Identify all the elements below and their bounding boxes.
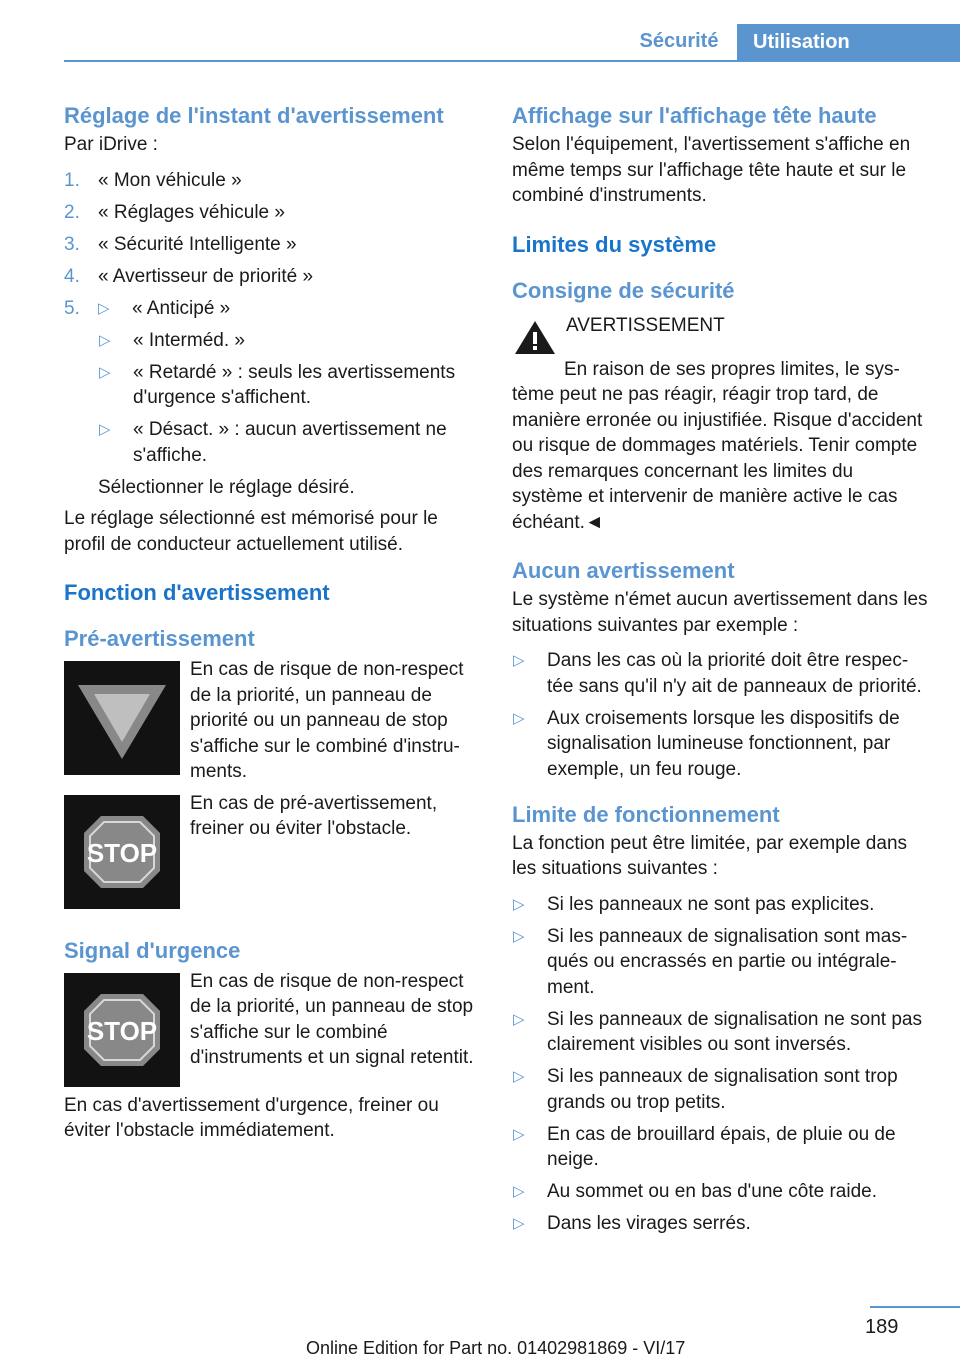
tab-securite[interactable]: Sécurité [639, 30, 719, 52]
list-item: ▷ Au sommet ou en bas d'une côte raide. [512, 1179, 928, 1205]
section-title-fonction: Fonction d'avertissement [64, 580, 330, 605]
list-item: ▷ Aux croisements lorsque les dispositifs de signalisation lumineuse fonctionnent, par exemple, un feu rouge. [512, 706, 928, 783]
warning-block [512, 313, 928, 357]
reglage-saved: Le réglage sélectionné est mémorisé pour le profil de conducteur actuellement utilisé. [64, 508, 438, 555]
section-title-aucun: Aucun avertissement [512, 558, 735, 583]
bullet-icon: ▷ [513, 1068, 525, 1085]
list-item: 1. « Mon véhicule » [64, 169, 242, 191]
bullet-icon: ▷ [513, 709, 525, 727]
list-item: ▷ Dans les cas où la priorité doit être respectée sans qu'il n'y ait de panneaux de priorité. [512, 648, 928, 699]
reglage-intro: Par iDrive : [64, 134, 158, 155]
bullet-icon: ▷ [513, 652, 525, 669]
warning-title: AVERTISSEMENT [566, 314, 725, 336]
stop-sign-label: STOP [86, 1015, 158, 1046]
list-item: ▷ En cas de brouillard épais, de pluie ou de neige. [512, 1122, 928, 1173]
pre-text-1: En cas de risque de non-respect de la priorité, un panneau de priorité ou un panneau de stop s'affiche sur le combiné d'instruments. [190, 659, 464, 782]
header-rule [64, 60, 960, 62]
right-column [512, 100, 928, 1243]
pre-stop-block [64, 792, 480, 909]
list-item: 4. « Avertisseur de priorité » [64, 265, 314, 287]
section-title-limites: Limites du système [512, 231, 717, 257]
list-item: ▷ Dans les virages serrés. [512, 1211, 928, 1237]
bullet-icon: ▷ [513, 1010, 525, 1028]
list-item: 2. « Réglages véhicule » [64, 201, 285, 223]
pre-text-2: En cas de pré-avertissement, freiner ou éviter l'obstacle. [190, 792, 438, 839]
urgence-block [64, 970, 480, 1087]
list-item: ▷ Si les panneaux de signalisation sont trop grands ou trop petits. [512, 1064, 928, 1115]
affichage-text: Selon l'équipement, l'avertissement s'affiche en même temps sur l'affichage tête haute et sur le combiné d'instruments. [512, 134, 911, 206]
section-title-pre: Pré-avertissement [64, 626, 255, 651]
list-item: 3. « Sécurité Intelligente » [64, 233, 297, 255]
bullet-icon: ▷ [99, 331, 111, 349]
footer-edition: Online Edition for Part no. 01402981869 - VI/17 [306, 1338, 686, 1358]
tab-utilisation-label: Utilisation [753, 31, 850, 53]
bullet-icon: ▷ [513, 927, 525, 945]
reglage-select: Sélectionner le réglage désiré. [98, 476, 355, 498]
section-title-urgence: Signal d'urgence [64, 937, 241, 963]
list-item: ▷ Si les panneaux ne sont pas explicites. [512, 892, 928, 918]
bullet-icon: ▷ [513, 1215, 525, 1232]
tab-utilisation[interactable] [737, 24, 960, 62]
stop-sign-icon [64, 973, 180, 1087]
list-item: ▷ Si les panneaux de signalisation ne sont pas clairement visibles ou sont inversés. [512, 1007, 928, 1058]
yield-sign-icon [64, 661, 180, 775]
footer-rule [870, 1306, 960, 1308]
urgence-text-2: En cas d'avertissement d'urgence, freiner ou éviter l'obstacle immédiatement. [64, 1094, 439, 1141]
limite-fonct-intro: La fonction peut être limitée, par exemple dans les situations suivantes : [512, 832, 908, 879]
pre-avertissement-block [64, 661, 480, 785]
list-item: 5. ▷ « Anticipé » [64, 296, 480, 322]
section-title-limite-fonct: Limite de fonctionnement [512, 801, 780, 827]
section-title-consigne: Consigne de sécurité [512, 277, 735, 303]
page-number: 189 [865, 1316, 899, 1338]
list-item: ▷ « Désact. » : aucun avertissement ne s'affiche. [98, 417, 480, 468]
bullet-icon: ▷ [513, 1125, 525, 1143]
warning-text: En raison de ses propres limites, le système peut ne pas réagir, réagir trop tard, de manière erronée ou injustifiée. Risque d'accident ou risque de dommages matériels. Tenir compte des remarques concernant les limites du système et intervenir de manière active le cas échéant.◄ [512, 358, 923, 533]
stop-sign-icon [64, 795, 180, 909]
urgence-text-1: En cas de risque de non-respect de la priorité, un panneau de stop s'affiche sur le combiné d'instruments et un signal retentit. [190, 970, 474, 1068]
bullet-icon: ▷ [99, 421, 111, 438]
list-item: ▷ « Intermé​d. » [98, 328, 480, 354]
bullet-icon: ▷ [98, 299, 110, 317]
list-item: ▷ Si les panneaux de signalisation sont masqués ou encrassés en partie ou intégralement. [512, 924, 928, 1001]
left-column [64, 100, 480, 1144]
list-item: ▷ « Retardé » : seuls les avertissements d'urgence s'affichent. [98, 360, 480, 411]
aucun-intro: Le système n'émet aucun avertissement dans les situations suivantes par exemple : [512, 589, 928, 636]
section-title-affichage: Affichage sur l'affichage tête haute [512, 103, 877, 128]
stop-sign-label: STOP [86, 837, 158, 868]
bullet-icon: ▷ [513, 895, 525, 913]
warning-icon [512, 317, 558, 357]
section-title-reglage: Réglage de l'instant d'avertissement [64, 103, 444, 128]
bullet-icon: ▷ [513, 1183, 525, 1200]
bullet-icon: ▷ [99, 363, 111, 381]
